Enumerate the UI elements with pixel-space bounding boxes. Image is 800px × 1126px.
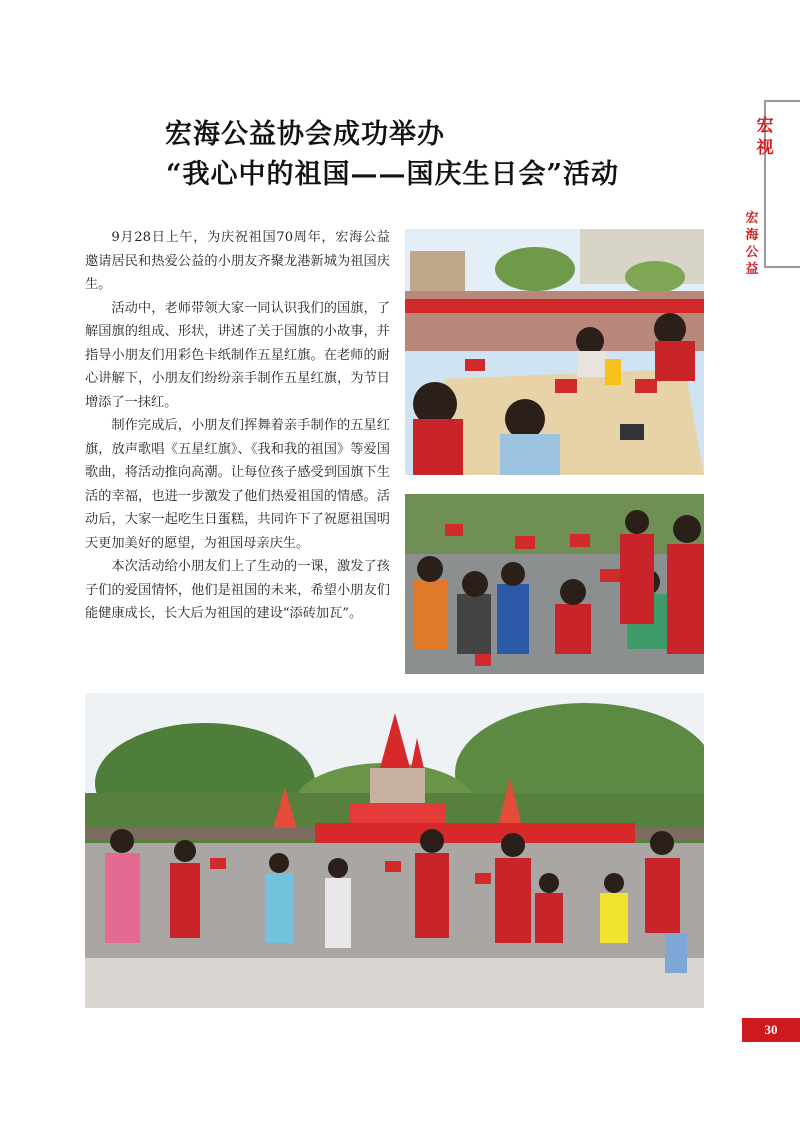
- paragraph-2: 活动中，老师带领大家一同认识我们的国旗，了解国旗的组成、形状，讲述了关于国旗的小故事，并指导小朋友们用彩色卡纸制作五星红旗。在老师的耐心讲解下，小朋友们纷纷亲手制作五星红旗，为节日增添了一抹红。: [85, 300, 390, 410]
- paragraph-3: 制作完成后，小朋友们挥舞着亲手制作的五星红旗，放声歌唱《五星红旗》、《我和我的祖国》等爱国歌曲，将活动推向高潮。让每位孩子感受到国旗下生活的幸福，也进一步激发了他们热爱祖国的情感。活动后，大家一起吃生日蛋糕，共同许下了祝愿祖国明天更加美好的愿望，为祖国母亲庆生。: [85, 418, 390, 551]
- article-title-line-2: “我心中的祖国——国庆生日会”活动: [166, 159, 620, 190]
- subsection-label: 宏海公益: [745, 211, 759, 277]
- article-title-line-1: 宏海公益协会成功举办: [165, 119, 445, 150]
- paragraph-4: 本次活动给小朋友们上了生动的一课，激发了孩子们的爱国情怀，他们是祖国的未来，希望小朋友们能健康成长，长大后为祖国的建设“添砖加瓦”。: [85, 559, 390, 621]
- paragraph-1: 9月28日上午，为庆祝祖国70周年，宏海公益邀请居民和热爱公益的小朋友齐聚龙港新城为祖国庆生。: [85, 230, 390, 292]
- photo-flag-waving: [405, 494, 704, 674]
- section-label: 宏视: [756, 116, 774, 158]
- photo-group-parade: [85, 693, 704, 1008]
- page-number: 30: [742, 1018, 800, 1042]
- photo-flag-making: [405, 229, 704, 475]
- article-body: [85, 226, 390, 626]
